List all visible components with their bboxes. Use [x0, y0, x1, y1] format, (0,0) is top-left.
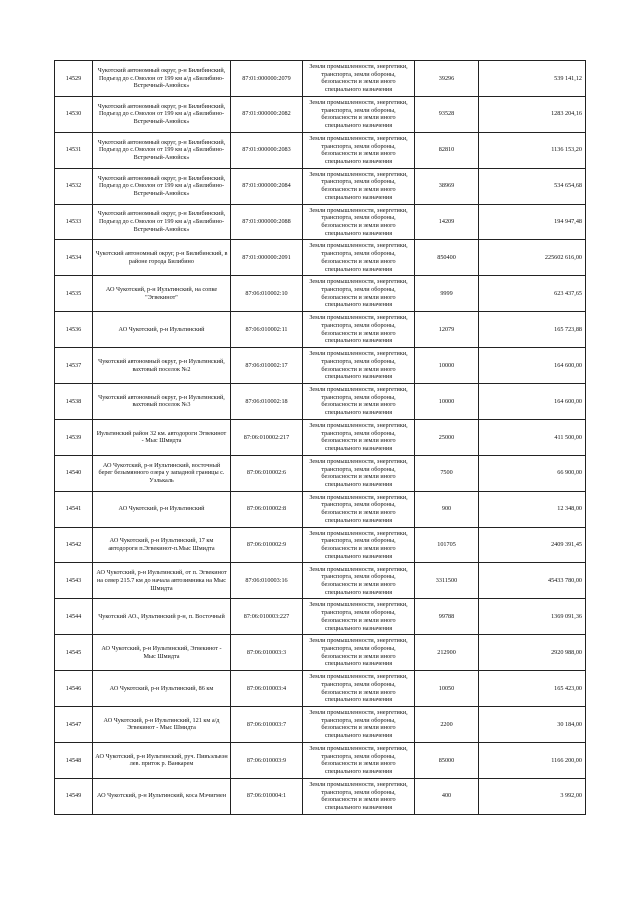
record-number-cell: 14543	[55, 563, 93, 599]
record-number-cell: 14531	[55, 132, 93, 168]
area-cell: 900	[415, 491, 479, 527]
land-category-cell: Земли промышленности, энергетики, транспорта, земли обороны, безопасности и земли иного специального назначения	[303, 276, 415, 312]
area-cell: 82810	[415, 132, 479, 168]
location-cell: АО Чукотский, р-н Иультинский, Эгвекинот - Мыс Шмидта	[93, 635, 231, 671]
table-row	[55, 419, 586, 455]
location-cell: АО Чукотский, р-н Иультинский, коса Мэчигмен	[93, 778, 231, 814]
table-body	[55, 61, 586, 815]
cadastral-value-cell: 2920 988,00	[479, 635, 586, 671]
table-row	[55, 168, 586, 204]
cadastral-number-cell: 87:01:000000:2079	[231, 61, 303, 97]
location-cell: АО Чукотский, р-н Иультинский, восточный берег безымянного озера у западной границы с. Уэлькаль	[93, 455, 231, 491]
location-cell: Чукотский автономный округ, р-н Иультинский, вахтовый поселок №2	[93, 348, 231, 384]
cadastral-number-cell: 87:06:010002:10	[231, 276, 303, 312]
location-cell: Иультинский район 32 км. автодороги Эгвекинот - Мыс Шмидта	[93, 419, 231, 455]
location-cell: АО Чукотский, р-н Иультинский	[93, 491, 231, 527]
area-cell: 25000	[415, 419, 479, 455]
land-category-cell: Земли промышленности, энергетики, транспорта, земли обороны, безопасности и земли иного специального назначения	[303, 599, 415, 635]
area-cell: 2200	[415, 707, 479, 743]
record-number-cell: 14539	[55, 419, 93, 455]
cadastral-value-cell: 225602 616,00	[479, 240, 586, 276]
table-row	[55, 635, 586, 671]
area-cell: 12079	[415, 312, 479, 348]
area-cell: 93528	[415, 96, 479, 132]
location-cell: АО Чукотский, р-н Иультинский, 17 км автодороги п.Эгвекинот-п.Мыс Шмидта	[93, 527, 231, 563]
location-cell: АО Чукотский, р-н Иультинский, 121 км а/д Эгвекинот - Мыс Шмидта	[93, 707, 231, 743]
cadastral-value-cell: 194 947,48	[479, 204, 586, 240]
record-number-cell: 14533	[55, 204, 93, 240]
table-row	[55, 778, 586, 814]
record-number-cell: 14538	[55, 384, 93, 420]
location-cell: Чукотский автономный округ, р-н Билибинский, Подъезд до с.Омолон от 199 км а/д «Билибино-Встречный-Анюйск»	[93, 96, 231, 132]
cadastral-number-cell: 87:06:010002:18	[231, 384, 303, 420]
record-number-cell: 14541	[55, 491, 93, 527]
cadastral-number-cell: 87:06:010003:227	[231, 599, 303, 635]
record-number-cell: 14544	[55, 599, 93, 635]
area-cell: 3311500	[415, 563, 479, 599]
land-registry-table	[54, 60, 586, 815]
table-row	[55, 312, 586, 348]
table-row	[55, 204, 586, 240]
table-row	[55, 61, 586, 97]
cadastral-number-cell: 87:01:000000:2088	[231, 204, 303, 240]
cadastral-value-cell: 1283 204,16	[479, 96, 586, 132]
cadastral-number-cell: 87:06:010002:9	[231, 527, 303, 563]
location-cell: АО Чукотский, р-н Иультинский, на сопке "Эгвекинот"	[93, 276, 231, 312]
record-number-cell: 14536	[55, 312, 93, 348]
land-category-cell: Земли промышленности, энергетики, транспорта, земли обороны, безопасности и земли иного специального назначения	[303, 742, 415, 778]
cadastral-number-cell: 87:06:010003:9	[231, 742, 303, 778]
cadastral-number-cell: 87:06:010002:17	[231, 348, 303, 384]
cadastral-value-cell: 539 141,12	[479, 61, 586, 97]
land-category-cell: Земли промышленности, энергетики, транспорта, земли обороны, безопасности и земли иного специального назначения	[303, 204, 415, 240]
table-row	[55, 240, 586, 276]
land-category-cell: Земли промышленности, энергетики, транспорта, земли обороны, безопасности и земли иного специального назначения	[303, 527, 415, 563]
cadastral-value-cell: 66 900,00	[479, 455, 586, 491]
cadastral-value-cell: 3 992,00	[479, 778, 586, 814]
cadastral-value-cell: 1166 200,00	[479, 742, 586, 778]
table-row	[55, 96, 586, 132]
record-number-cell: 14542	[55, 527, 93, 563]
area-cell: 10050	[415, 671, 479, 707]
table-row	[55, 671, 586, 707]
land-category-cell: Земли промышленности, энергетики, транспорта, земли обороны, безопасности и земли иного специального назначения	[303, 96, 415, 132]
area-cell: 99788	[415, 599, 479, 635]
record-number-cell: 14537	[55, 348, 93, 384]
record-number-cell: 14540	[55, 455, 93, 491]
area-cell: 14209	[415, 204, 479, 240]
location-cell: Чукотский автономный округ, р-н Билибинский, в районе города Билибино	[93, 240, 231, 276]
area-cell: 85000	[415, 742, 479, 778]
area-cell: 10000	[415, 384, 479, 420]
location-cell: АО Чукотский, р-н Иультинский, от п. Эгвекинот на север 215.7 км до начала автозимника на Мыс Шмидта	[93, 563, 231, 599]
location-cell: АО Чукотский, р-н Иультинский, 86 км	[93, 671, 231, 707]
record-number-cell: 14547	[55, 707, 93, 743]
record-number-cell: 14530	[55, 96, 93, 132]
area-cell: 38969	[415, 168, 479, 204]
land-category-cell: Земли промышленности, энергетики, транспорта, земли обороны, безопасности и земли иного специального назначения	[303, 707, 415, 743]
table-row	[55, 384, 586, 420]
area-cell: 9999	[415, 276, 479, 312]
cadastral-value-cell: 165 423,00	[479, 671, 586, 707]
land-category-cell: Земли промышленности, энергетики, транспорта, земли обороны, безопасности и земли иного специального назначения	[303, 778, 415, 814]
land-category-cell: Земли промышленности, энергетики, транспорта, земли обороны, безопасности и земли иного специального назначения	[303, 455, 415, 491]
cadastral-value-cell: 1369 091,36	[479, 599, 586, 635]
cadastral-number-cell: 87:06:010004:1	[231, 778, 303, 814]
location-cell: АО Чукотский, р-н Иультинский	[93, 312, 231, 348]
cadastral-value-cell: 45433 780,00	[479, 563, 586, 599]
cadastral-number-cell: 87:06:010002:217	[231, 419, 303, 455]
land-category-cell: Земли промышленности, энергетики, транспорта, земли обороны, безопасности и земли иного специального назначения	[303, 563, 415, 599]
cadastral-value-cell: 623 437,65	[479, 276, 586, 312]
land-category-cell: Земли промышленности, энергетики, транспорта, земли обороны, безопасности и земли иного специального назначения	[303, 348, 415, 384]
area-cell: 7500	[415, 455, 479, 491]
area-cell: 400	[415, 778, 479, 814]
cadastral-number-cell: 87:01:000000:2082	[231, 96, 303, 132]
land-category-cell: Земли промышленности, энергетики, транспорта, земли обороны, безопасности и земли иного специального назначения	[303, 168, 415, 204]
cadastral-number-cell: 87:06:010002:6	[231, 455, 303, 491]
location-cell: Чукотский АО., Иультинский р-н, п. Восточный	[93, 599, 231, 635]
table-row	[55, 348, 586, 384]
land-category-cell: Земли промышленности, энергетики, транспорта, земли обороны, безопасности и земли иного специального назначения	[303, 384, 415, 420]
cadastral-number-cell: 87:01:000000:2083	[231, 132, 303, 168]
table-row	[55, 276, 586, 312]
land-category-cell: Земли промышленности, энергетики, транспорта, земли обороны, безопасности и земли иного специального назначения	[303, 491, 415, 527]
area-cell: 212900	[415, 635, 479, 671]
cadastral-value-cell: 165 723,88	[479, 312, 586, 348]
table-row	[55, 455, 586, 491]
cadastral-number-cell: 87:06:010003:7	[231, 707, 303, 743]
cadastral-number-cell: 87:06:010002:11	[231, 312, 303, 348]
table-row	[55, 527, 586, 563]
cadastral-value-cell: 534 654,68	[479, 168, 586, 204]
land-category-cell: Земли промышленности, энергетики, транспорта, земли обороны, безопасности и земли иного специального назначения	[303, 132, 415, 168]
cadastral-number-cell: 87:01:000000:2084	[231, 168, 303, 204]
land-category-cell: Земли промышленности, энергетики, транспорта, земли обороны, безопасности и земли иного специального назначения	[303, 671, 415, 707]
area-cell: 101705	[415, 527, 479, 563]
table-row	[55, 132, 586, 168]
table-row	[55, 491, 586, 527]
location-cell: АО Чукотский, р-н Иультинский, руч. Пивъэльвэн лев. приток р. Ванкарем	[93, 742, 231, 778]
location-cell: Чукотский автономный округ, р-н Билибинский, Подъезд до с.Омолон от 199 км а/д «Билибино-Встречный-Анюйск»	[93, 204, 231, 240]
location-cell: Чукотский автономный округ, р-н Иультинский, вахтовый поселок №3	[93, 384, 231, 420]
area-cell: 39296	[415, 61, 479, 97]
record-number-cell: 14535	[55, 276, 93, 312]
table-row	[55, 742, 586, 778]
cadastral-number-cell: 87:06:010003:3	[231, 635, 303, 671]
cadastral-value-cell: 164 600,00	[479, 384, 586, 420]
record-number-cell: 14532	[55, 168, 93, 204]
cadastral-number-cell: 87:06:010002:8	[231, 491, 303, 527]
location-cell: Чукотский автономный округ, р-н Билибинский, Подъезд до с.Омолон от 199 км а/д «Билибино-Встречный-Анюйск»	[93, 168, 231, 204]
record-number-cell: 14534	[55, 240, 93, 276]
area-cell: 850400	[415, 240, 479, 276]
cadastral-value-cell: 164 600,00	[479, 348, 586, 384]
land-category-cell: Земли промышленности, энергетики, транспорта, земли обороны, безопасности и земли иного специального назначения	[303, 635, 415, 671]
record-number-cell: 14545	[55, 635, 93, 671]
location-cell: Чукотский автономный округ, р-н Билибинский, Подъезд до с.Омолон от 199 км а/д «Билибино-Встречный-Анюйск»	[93, 132, 231, 168]
land-category-cell: Земли промышленности, энергетики, транспорта, земли обороны, безопасности и земли иного специального назначения	[303, 419, 415, 455]
record-number-cell: 14548	[55, 742, 93, 778]
cadastral-value-cell: 411 500,00	[479, 419, 586, 455]
table-row	[55, 563, 586, 599]
record-number-cell: 14546	[55, 671, 93, 707]
record-number-cell: 14549	[55, 778, 93, 814]
table-row	[55, 599, 586, 635]
cadastral-value-cell: 1136 153,20	[479, 132, 586, 168]
land-category-cell: Земли промышленности, энергетики, транспорта, земли обороны, безопасности и земли иного специального назначения	[303, 61, 415, 97]
cadastral-value-cell: 12 348,00	[479, 491, 586, 527]
cadastral-number-cell: 87:01:000000:2091	[231, 240, 303, 276]
table-row	[55, 707, 586, 743]
cadastral-number-cell: 87:06:010003:16	[231, 563, 303, 599]
cadastral-value-cell: 30 184,00	[479, 707, 586, 743]
land-category-cell: Земли промышленности, энергетики, транспорта, земли обороны, безопасности и земли иного специального назначения	[303, 240, 415, 276]
area-cell: 10000	[415, 348, 479, 384]
location-cell: Чукотский автономный округ, р-н Билибинский, Подъезд до с.Омолон от 199 км а/д «Билибино-Встречный-Анюйск»	[93, 61, 231, 97]
record-number-cell: 14529	[55, 61, 93, 97]
land-category-cell: Земли промышленности, энергетики, транспорта, земли обороны, безопасности и земли иного специального назначения	[303, 312, 415, 348]
cadastral-value-cell: 2409 391,45	[479, 527, 586, 563]
cadastral-number-cell: 87:06:010003:4	[231, 671, 303, 707]
